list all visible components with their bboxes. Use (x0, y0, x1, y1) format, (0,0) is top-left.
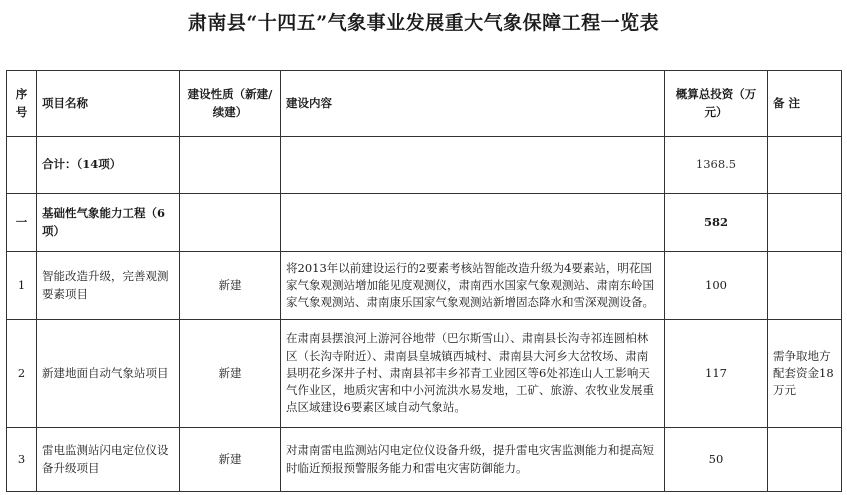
row-name: 智能改造升级，完善观测要素项目 (37, 252, 180, 320)
category-row (7, 194, 842, 252)
category-remark-cell (768, 194, 842, 252)
total-seq-cell (7, 137, 37, 194)
row-nature: 新建 (180, 320, 281, 428)
project-table (6, 70, 842, 492)
table-header-row (7, 71, 842, 137)
total-row (7, 137, 842, 194)
row-remark (768, 252, 842, 320)
row-content: 在肃南县摆浪河上游河谷地带（巴尔斯雪山）、肃南县长沟寺祁连圆柏林区（长沟寺附近）、肃南县皇城镇西城村、肃南县大河乡大岔牧场、肃南县明花乡深井子村、肃南县祁丰乡祁青工业园区等6处祁连山人工影响天气作业区，地质灾害和中小河流洪水易发地，工矿、旅游、农牧业发展重点区域建设6要素区域自动气象站。 (281, 320, 665, 428)
category-name: 基础性气象能力工程（6项） (37, 194, 180, 252)
total-budget: 1368.5 (665, 137, 768, 194)
row-budget: 50 (665, 428, 768, 492)
row-content: 将2013年以前建设运行的2要素考核站智能改造升级为4要素站，明花国家气象观测站增加能见度观测仪，肃南西水国家气象观测站、肃南东岭国家气象观测站、肃南康乐国家气象观测站新增固态降水和雪深观测设备。 (281, 252, 665, 320)
total-label: 合计：（14项） (37, 137, 180, 194)
total-nature-cell (180, 137, 281, 194)
total-remark-cell (768, 137, 842, 194)
row-budget: 100 (665, 252, 768, 320)
header-seq: 序号 (7, 71, 37, 137)
header-name: 项目名称 (37, 71, 180, 137)
row-nature: 新建 (180, 252, 281, 320)
row-budget: 117 (665, 320, 768, 428)
category-content-cell (281, 194, 665, 252)
document-title: 肃南县“十四五”气象事业发展重大气象保障工程一览表 (187, 12, 660, 34)
header-content: 建设内容 (281, 71, 665, 137)
category-budget: 582 (665, 194, 768, 252)
row-remark (768, 428, 842, 492)
row-name: 新建地面自动气象站项目 (37, 320, 180, 428)
category-seq: 一 (7, 194, 37, 252)
row-content: 对肃南雷电监测站闪电定位仪设备升级，提升雷电灾害监测能力和提高短时临近预报预警服务能力和雷电灾害防御能力。 (281, 428, 665, 492)
table-row (7, 428, 842, 492)
row-name: 雷电监测站闪电定位仪设备升级项目 (37, 428, 180, 492)
row-seq: 1 (7, 252, 37, 320)
header-budget: 概算总投资（万元） (665, 71, 768, 137)
header-nature: 建设性质（新建/续建） (180, 71, 281, 137)
category-nature-cell (180, 194, 281, 252)
table-row (7, 252, 842, 320)
row-seq: 3 (7, 428, 37, 492)
row-seq: 2 (7, 320, 37, 428)
row-nature: 新建 (180, 428, 281, 492)
row-remark: 需争取地方配套资金18万元 (768, 320, 842, 428)
header-remark: 备 注 (768, 71, 842, 137)
table-row (7, 320, 842, 428)
total-content-cell (281, 137, 665, 194)
